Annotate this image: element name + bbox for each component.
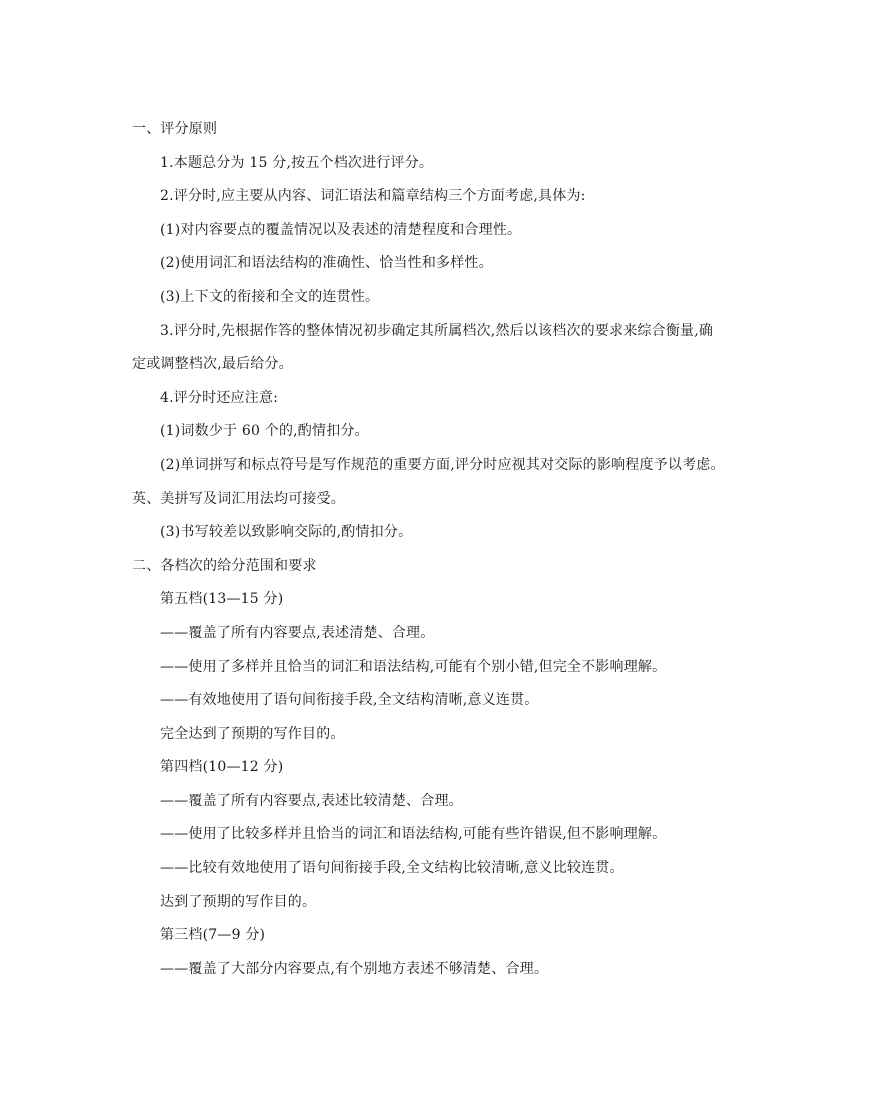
level-four-item: ——覆盖了所有内容要点,表述比较清楚、合理。	[160, 792, 463, 809]
paragraph-determine-level: 3.评分时,先根据作答的整体情况初步确定其所属档次,然后以该档次的要求来综合衡量,确	[160, 322, 714, 339]
level-five-heading: 第五档(13—15 分)	[160, 591, 284, 608]
level-five-item: ——使用了多样并且恰当的词汇和语法结构,可能有个别小错,但完全不影响理解。	[160, 658, 667, 675]
list-item-spelling: (2)单词拼写和标点符号是写作规范的重要方面,评分时应视其对交际的影响程度予以考虑。	[160, 456, 725, 473]
list-item-vocabulary: (2)使用词汇和语法结构的准确性、恰当性和多样性。	[160, 255, 493, 272]
list-item-handwriting: (3)书写较差以致影响交际的,酌情扣分。	[160, 524, 413, 541]
level-four-summary: 达到了预期的写作目的。	[160, 893, 317, 910]
paragraph-aspects: 2.评分时,应主要从内容、词汇语法和篇章结构三个方面考虑,具体为:	[160, 188, 586, 205]
list-item-content: (1)对内容要点的覆盖情况以及表述的清楚程度和合理性。	[160, 221, 522, 238]
level-five-item: ——覆盖了所有内容要点,表述清楚、合理。	[160, 624, 435, 641]
level-three-item: ——覆盖了大部分内容要点,有个别地方表述不够清楚、合理。	[160, 960, 549, 977]
level-five-summary: 完全达到了预期的写作目的。	[160, 725, 345, 742]
level-five-item: ——有效地使用了语句间衔接手段,全文结构清晰,意义连贯。	[160, 692, 539, 709]
level-four-item: ——比较有效地使用了语句间衔接手段,全文结构比较清晰,意义比较连贯。	[160, 860, 624, 877]
level-four-heading: 第四档(10—12 分)	[160, 759, 284, 776]
list-item-word-count: (1)词数少于 60 个的,酌情扣分。	[160, 423, 369, 440]
level-three-heading: 第三档(7—9 分)	[160, 927, 266, 944]
section-heading-principles: 一、评分原则	[132, 121, 218, 137]
list-item-coherence: (3)上下文的衔接和全文的连贯性。	[160, 288, 380, 305]
document-page	[132, 113, 752, 986]
list-item-spelling-cont: 英、美拼写及词汇用法均可接受。	[132, 490, 345, 507]
paragraph-determine-level-cont: 定或调整档次,最后给分。	[132, 356, 293, 373]
level-four-item: ——使用了比较多样并且恰当的词汇和语法结构,可能有些许错误,但不影响理解。	[160, 826, 667, 843]
paragraph-notes: 4.评分时还应注意:	[160, 389, 279, 406]
section-heading-levels: 二、各档次的给分范围和要求	[132, 557, 317, 574]
paragraph-total-score: 1.本题总分为 15 分,按五个档次进行评分。	[160, 154, 434, 171]
